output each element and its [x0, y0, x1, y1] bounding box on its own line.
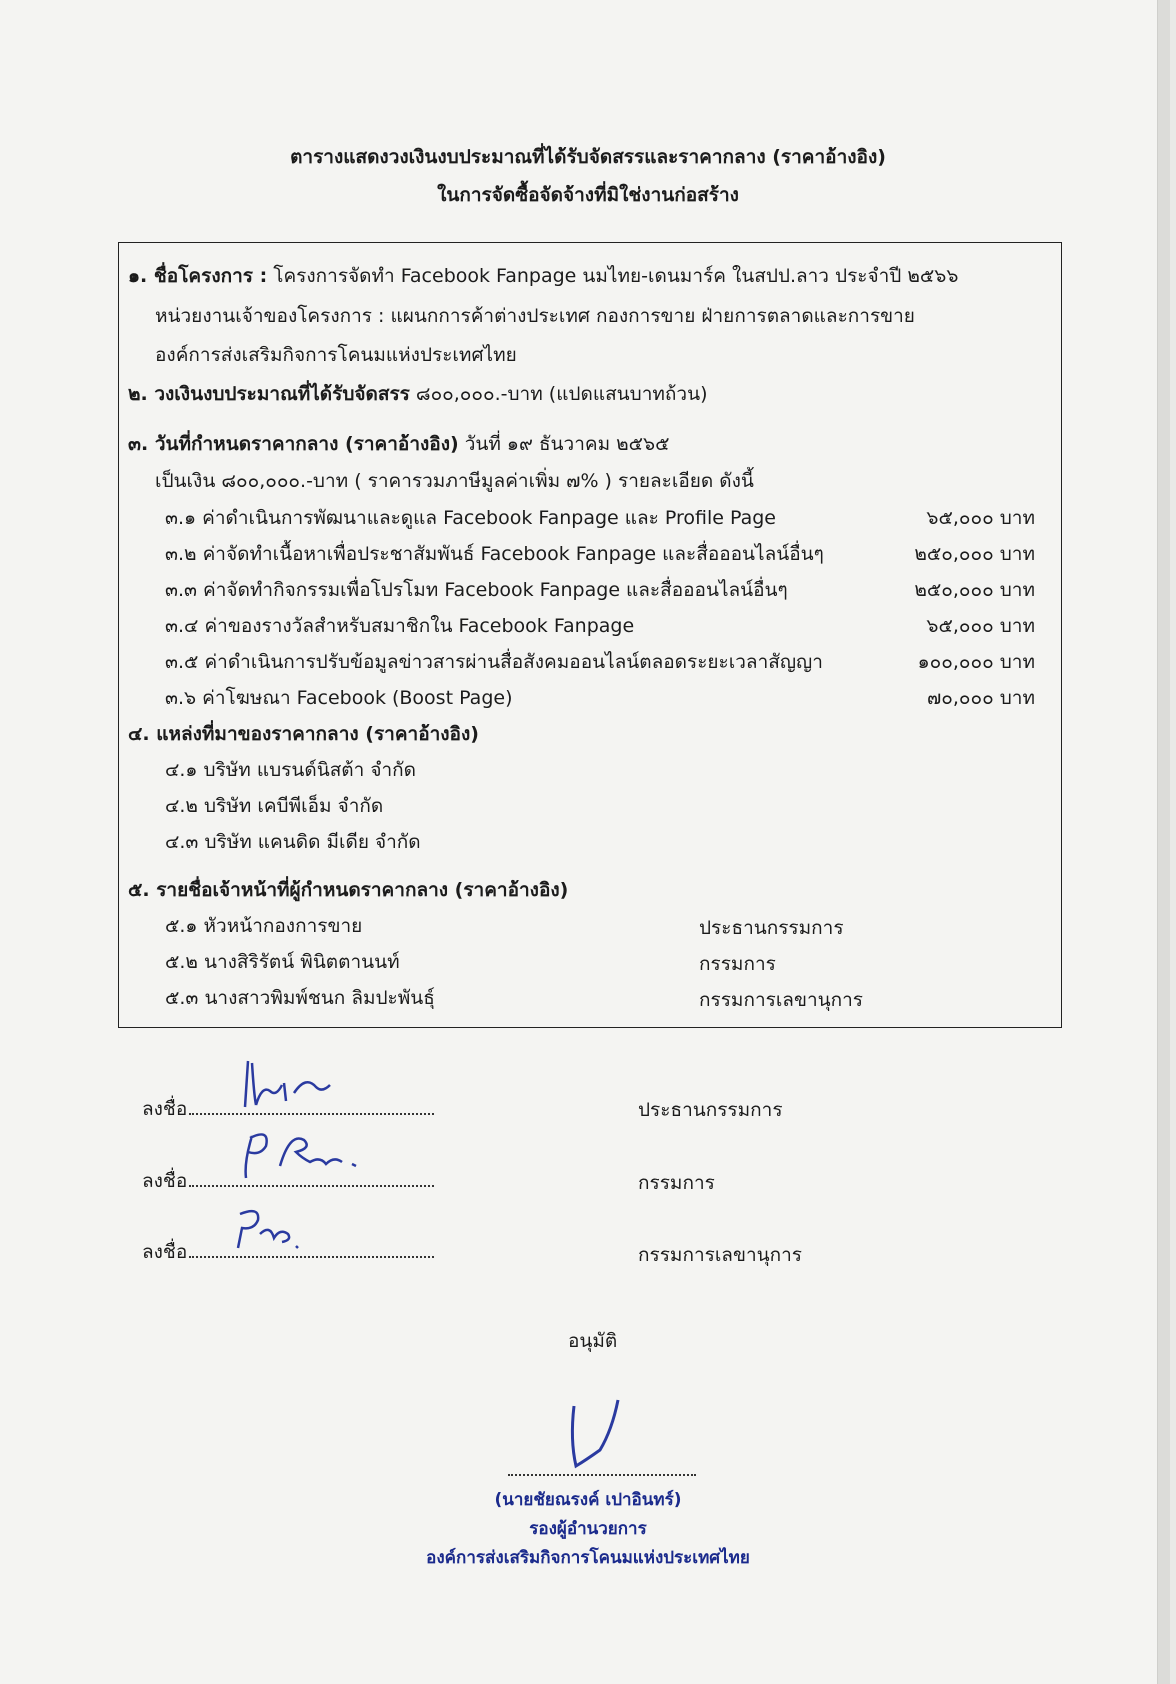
section-1-line	[128, 261, 958, 291]
section-2-line	[128, 379, 708, 409]
approver-dotted-line	[508, 1474, 696, 1476]
cost-item-amount: ๖๕,๐๐๐ บาท	[926, 615, 1035, 637]
budget-amount: ๘๐๐,๐๐๐.-บาท (แปดแสนบาทถ้วน)	[415, 383, 708, 405]
cost-item-amount: ๗๐,๐๐๐ บาท	[926, 687, 1035, 709]
section-1-label: ๑. ชื่อโครงการ :	[128, 265, 268, 287]
signer-role-member: กรรมการ	[638, 1172, 715, 1194]
section-2-label: ๒. วงเงินงบประมาณที่ได้รับจัดสรร	[128, 383, 410, 405]
section-3-line	[128, 429, 669, 459]
total-amount-line: เป็นเงิน ๘๐๐,๐๐๐.-บาท ( ราคารวมภาษีมูลค่าเพิ่ม ๗% ) รายละเอียด ดังนี้	[155, 470, 754, 492]
sign-line-chairman: ลงชื่อ	[142, 1094, 434, 1124]
source-company: ๔.๑ บริษัท แบรนด์นิสต้า จำกัด	[165, 759, 416, 781]
document-subtitle: ในการจัดซื้อจัดจ้างที่มิใช่งานก่อสร้าง	[437, 184, 739, 206]
source-company: ๔.๓ บริษัท แคนดิด มีเดีย จำกัด	[165, 831, 421, 853]
officer-name: ๕.๑ หัวหน้ากองการขาย	[165, 915, 363, 937]
signer-role-secretary: กรรมการเลขานุการ	[638, 1244, 802, 1266]
cost-item-label: ๓.๑ ค่าดำเนินการพัฒนาและดูแล Facebook Fanpage และ Profile Page	[165, 507, 776, 529]
section-3-label: ๓. วันที่กำหนดราคากลาง (ราคาอ้างอิง)	[128, 433, 459, 455]
reference-date: วันที่ ๑๙ ธันวาคม ๒๕๖๕	[464, 433, 670, 455]
signature-approver	[556, 1390, 636, 1480]
sign-line-member: ลงชื่อ	[142, 1166, 434, 1196]
officer-name: ๕.๓ นางสาวพิมพ์ชนก ลิมปะพันธุ์	[165, 987, 435, 1009]
cost-item-label: ๓.๔ ค่าของรางวัลสำหรับสมาชิกใน Facebook Fanpage	[165, 615, 635, 637]
project-name: โครงการจัดทำ Facebook Fanpage นมไทย-เดนมาร์ค ในสปป.ลาว ประจำปี ๒๕๖๖	[273, 265, 959, 287]
sign-line-secretary: ลงชื่อ	[142, 1237, 434, 1267]
document-title: ตารางแสดงวงเงินงบประมาณที่ได้รับจัดสรรและราคากลาง (ราคาอ้างอิง)	[290, 146, 886, 168]
owner-org-line: องค์การส่งเสริมกิจการโคนมแห่งประเทศไทย	[155, 344, 517, 366]
officer-name: ๕.๒ นางสิริรัตน์ พินิตตานนท์	[165, 951, 400, 973]
dotted-line	[189, 1113, 434, 1115]
cost-item-amount: ๖๕,๐๐๐ บาท	[926, 507, 1035, 529]
cost-item-label: ๓.๕ ค่าดำเนินการปรับข้อมูลข่าวสารผ่านสื่อสังคมออนไลน์ตลอดระยะเวลาสัญญา	[165, 651, 823, 673]
cost-item-amount: ๒๕๐,๐๐๐ บาท	[914, 579, 1035, 601]
officer-role: กรรมการเลขานุการ	[699, 989, 863, 1011]
signer-role-chairman: ประธานกรรมการ	[638, 1099, 783, 1121]
dotted-line	[189, 1185, 434, 1187]
approval-label: อนุมัติ	[568, 1330, 618, 1352]
cost-item-label: ๓.๖ ค่าโฆษณา Facebook (Boost Page)	[165, 687, 513, 709]
section-5-label: ๕. รายชื่อเจ้าหน้าที่ผู้กำหนดราคากลาง (ราคาอ้างอิง)	[128, 879, 569, 901]
source-company: ๔.๒ บริษัท เคบีพีเอ็ม จำกัด	[165, 795, 384, 817]
officer-role: ประธานกรรมการ	[699, 917, 844, 939]
dotted-line	[189, 1256, 434, 1258]
approver-position: รองผู้อำนวยการ	[529, 1519, 647, 1539]
page-edge	[1157, 0, 1170, 1684]
approver-name: (นายชัยณรงค์ เปาอินทร์)	[494, 1490, 682, 1510]
cost-item-amount: ๒๕๐,๐๐๐ บาท	[914, 543, 1035, 565]
details-box	[118, 242, 1062, 1028]
approver-organization: องค์การส่งเสริมกิจการโคนมแห่งประเทศไทย	[426, 1548, 750, 1568]
cost-item-label: ๓.๓ ค่าจัดทำกิจกรรมเพื่อโปรโมท Facebook Fanpage และสื่อออนไลน์อื่นๆ	[165, 579, 788, 601]
owner-unit-line: หน่วยงานเจ้าของโครงการ : แผนกการค้าต่างประเทศ กองการขาย ฝ่ายการตลาดและการขาย	[155, 305, 915, 327]
officer-role: กรรมการ	[699, 953, 776, 975]
cost-item-label: ๓.๒ ค่าจัดทำเนื้อหาเพื่อประชาสัมพันธ์ Facebook Fanpage และสื่อออนไลน์อื่นๆ	[165, 543, 824, 565]
section-4-label: ๔. แหล่งที่มาของราคากลาง (ราคาอ้างอิง)	[128, 723, 479, 745]
cost-item-amount: ๑๐๐,๐๐๐ บาท	[917, 651, 1035, 673]
